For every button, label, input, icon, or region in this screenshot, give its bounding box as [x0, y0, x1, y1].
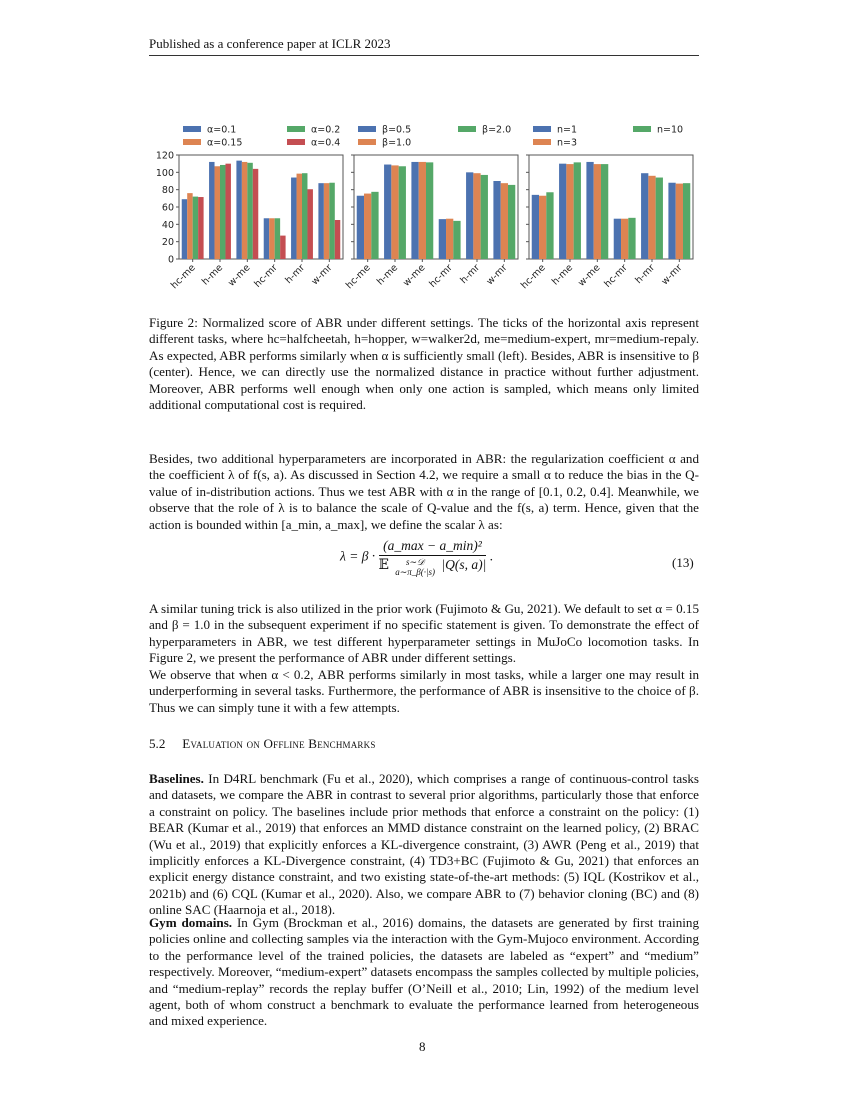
bar: [215, 166, 220, 259]
paragraph-gym-domains: [149, 915, 699, 1030]
section-heading: [149, 736, 376, 752]
equation-denominator: [379, 556, 487, 577]
bar: [225, 164, 230, 259]
legend-swatch: [533, 126, 551, 132]
bar: [318, 183, 323, 259]
y-tick-label: 100: [155, 167, 174, 179]
bar: [264, 218, 269, 259]
y-tick-label: 60: [161, 202, 174, 214]
legend-swatch: [358, 126, 376, 132]
y-tick-label: 120: [155, 150, 174, 162]
bar: [574, 162, 581, 259]
legend-swatch: [183, 139, 201, 145]
bar: [594, 164, 601, 259]
legend-label: n=10: [657, 124, 684, 136]
x-tick-label: hc-mr: [427, 262, 455, 290]
y-tick-label: 0: [167, 254, 174, 266]
expectation-symbol: 𝔼: [378, 557, 389, 572]
baselines-text: In D4RL benchmark (Fu et al., 2020), which comprises a range of continuous-control tasks and datasets, we compare the ABR in contrast to several prior algorithms, particularly those that enforce a constraint on policy. The baselines include prior methods that enforce a constraint on the policy: (1) BEAR (Kumar et al., 2019) that enforces an MMD distance constraint on the learned policy, (2) BRAC (Wu et al., 2019) that explicitly enforces a KL-divergence constraint, (3) AWR (Peng et al., 2019) that implicitly enforces a KL-Divergence constraint, (4) TD3+BC (Fujimoto & Gu, 2021) that enforces an explicit energy distance constraint, and two existing state-of-the-art methods: (5) IQL (Kostrikov et al., 2021b) and (6) CQL (Kumar et al., 2020). Also, we compare ABR to (7) behavior cloning (BC) and (8) online SAC (Haarnoja et al., 2018).: [149, 771, 699, 918]
bar: [426, 162, 433, 259]
legend-label: α=0.1: [207, 124, 237, 136]
bar: [187, 193, 192, 259]
figure-caption: [149, 315, 699, 413]
q-value-term: |Q(s, a)|: [441, 557, 487, 572]
x-tick-label: h-me: [549, 262, 576, 288]
bar: [364, 194, 371, 259]
bar: [559, 164, 566, 259]
legend-label: β=1.0: [382, 137, 412, 149]
x-tick-label: hc-me: [518, 262, 548, 292]
bar: [307, 189, 312, 259]
bar: [297, 174, 302, 259]
x-tick-label: hc-me: [168, 262, 198, 292]
equation-13: [340, 538, 493, 577]
bar: [676, 184, 683, 259]
bar: [242, 162, 247, 259]
bar: [473, 173, 480, 259]
legend-swatch: [183, 126, 201, 132]
x-tick-label: w-me: [576, 262, 603, 289]
x-tick-label: h-me: [199, 262, 226, 288]
legend-label: n=3: [557, 137, 578, 149]
bar: [324, 183, 329, 259]
bar: [601, 164, 608, 259]
legend-label: β=0.5: [382, 124, 412, 136]
bar: [446, 219, 453, 259]
paragraph-observation: We observe that when α < 0.2, ABR performs similarly in most tasks, while a larger one may result in underperforming in several tasks. Furthermore, the performance of ABR is insensitive to the choice of β. Thus we can simply tune it with a few attempts.: [149, 667, 699, 715]
page-number: 8: [419, 1039, 426, 1054]
bar: [198, 197, 203, 259]
x-tick-label: hc-mr: [602, 262, 630, 290]
bar: [566, 164, 573, 259]
equation-number: (13): [672, 555, 694, 570]
bar: [209, 162, 214, 259]
x-tick-label: h-me: [374, 262, 401, 288]
legend-label: n=1: [557, 124, 578, 136]
legend-label: β=2.0: [482, 124, 512, 136]
x-tick-label: w-mr: [484, 262, 510, 288]
y-tick-label: 40: [161, 219, 174, 231]
bar: [641, 173, 648, 259]
bar: [371, 192, 378, 259]
bar: [411, 162, 418, 259]
section-number: 5.2: [149, 736, 166, 751]
subscript-action: a∼π_β(·|s): [395, 567, 435, 577]
bar: [291, 178, 296, 259]
y-tick-label: 80: [161, 185, 174, 197]
x-tick-label: h-mr: [283, 262, 308, 287]
bar: [236, 161, 241, 259]
bar: [493, 181, 500, 259]
y-tick-label: 20: [161, 237, 174, 249]
legend-swatch: [458, 126, 476, 132]
bar: [508, 185, 515, 259]
x-tick-label: hc-mr: [252, 262, 280, 290]
legend-swatch: [633, 126, 651, 132]
bar: [546, 192, 553, 259]
bar: [220, 165, 225, 259]
legend-label: α=0.4: [311, 137, 341, 149]
paragraph-baselines: [149, 771, 699, 919]
bar: [253, 169, 258, 259]
bar: [621, 219, 628, 259]
equation-lhs: λ = β ·: [340, 548, 376, 564]
header-rule: [149, 55, 699, 56]
caption-label: Figure 2:: [149, 315, 198, 330]
bar: [614, 219, 621, 259]
gym-text: In Gym (Brockman et al., 2016) domains, the datasets are generated by first training policies online and collecting samples via the interaction with the Gym-Mujoco environment. According to the performance level of the trained policies, the datasets are labeled as “expert” and “medium” respectively. Moreover, “medium-expert” datasets encompass the samples collected by multiple policies, and “medium-replay” records the replay buffer (O’Neill et al., 2010; Lin, 1992) of the medium level agent, both of whom construct a benchmark to evaluate the performance learned from heterogeneous and mixed experience.: [149, 915, 699, 1029]
bar: [648, 176, 655, 259]
paragraph-hyperparameters: Besides, two additional hyperparameters are incorporated in ABR: the regularization coefficient α and the coefficient λ of f(s, a). As discussed in Section 4.2, we require a small α to reduce the bias in the Q-value of in-distribution actions. Thus we test ABR with α in the range of [0.1, 0.2, 0.4]. Meanwhile, we observe that the role of λ is to balance the scale of Q-value and the f(s, a) term. Hence, given that the action is bounded within [a_min, a_max], we define the scalar λ as:: [149, 451, 699, 532]
figure-2: [140, 112, 710, 302]
bar: [280, 236, 285, 259]
bar: [586, 162, 593, 259]
bar: [668, 183, 675, 259]
expectation-subscript: [395, 557, 435, 577]
baselines-lead: Baselines.: [149, 771, 204, 786]
equation-period: .: [489, 548, 494, 564]
bar: [656, 178, 663, 259]
bar: [466, 172, 473, 259]
bar: [501, 183, 508, 259]
bar: [419, 162, 426, 259]
section-title: Evaluation on Offline Benchmarks: [182, 736, 376, 751]
bar: [357, 196, 364, 259]
bar: [269, 218, 274, 259]
bar: [539, 196, 546, 259]
paragraph-tuning: A similar tuning trick is also utilized in the prior work (Fujimoto & Gu, 2021). We default to set α = 0.15 and β = 1.0 in the subsequent experiment if no specific statement is given. To demonstrate the effect of hyperparameters in ABR, we test different hyperparameter settings in MuJoCo locomotion tasks. In Figure 2, we present the performance of ABR under different settings.: [149, 601, 699, 666]
bar: [302, 173, 307, 259]
x-tick-label: h-mr: [458, 262, 483, 287]
bar: [384, 165, 391, 259]
bar: [247, 163, 252, 259]
x-tick-label: w-me: [401, 262, 428, 289]
running-header: Published as a conference paper at ICLR 2023: [149, 36, 391, 51]
legend-swatch: [287, 139, 305, 145]
x-tick-label: w-mr: [659, 262, 685, 288]
x-tick-label: w-mr: [309, 262, 335, 288]
gym-lead: Gym domains.: [149, 915, 233, 930]
bar: [275, 218, 280, 259]
bar: [399, 166, 406, 259]
bar: [481, 175, 488, 259]
bar: [182, 199, 187, 259]
legend-swatch: [533, 139, 551, 145]
x-tick-label: hc-me: [343, 262, 373, 292]
legend-swatch: [358, 139, 376, 145]
bar: [335, 220, 340, 259]
bar: [329, 183, 334, 259]
bar: [453, 221, 460, 259]
bar: [628, 218, 635, 259]
bar: [193, 197, 198, 259]
bar: [391, 165, 398, 259]
bar: [683, 183, 690, 259]
equation-fraction: [379, 538, 487, 577]
bar: [439, 219, 446, 259]
legend-label: α=0.2: [311, 124, 341, 136]
equation-numerator: (a_max − a_min)²: [379, 538, 487, 556]
legend-label: α=0.15: [207, 137, 243, 149]
legend-swatch: [287, 126, 305, 132]
subscript-state: s∼𝒟: [406, 557, 425, 567]
caption-text: Normalized score of ABR under different settings. The ticks of the horizontal axis represent different tasks, where hc=halfcheetah, h=hopper, w=walker2d, me=medium-expert, mr=medium-repaly. As expected, ABR performs similarly when α is sufficiently small (left). Besides, ABR is insensitive to β (center). Hence, we can directly use the normalized distance in practice without further adjustment. Moreover, ABR performs well enough when only one action is sampled, which means only limited additional computational cost is required.: [149, 315, 699, 413]
x-tick-label: w-me: [226, 262, 253, 289]
bar: [532, 195, 539, 259]
x-tick-label: h-mr: [633, 262, 658, 287]
